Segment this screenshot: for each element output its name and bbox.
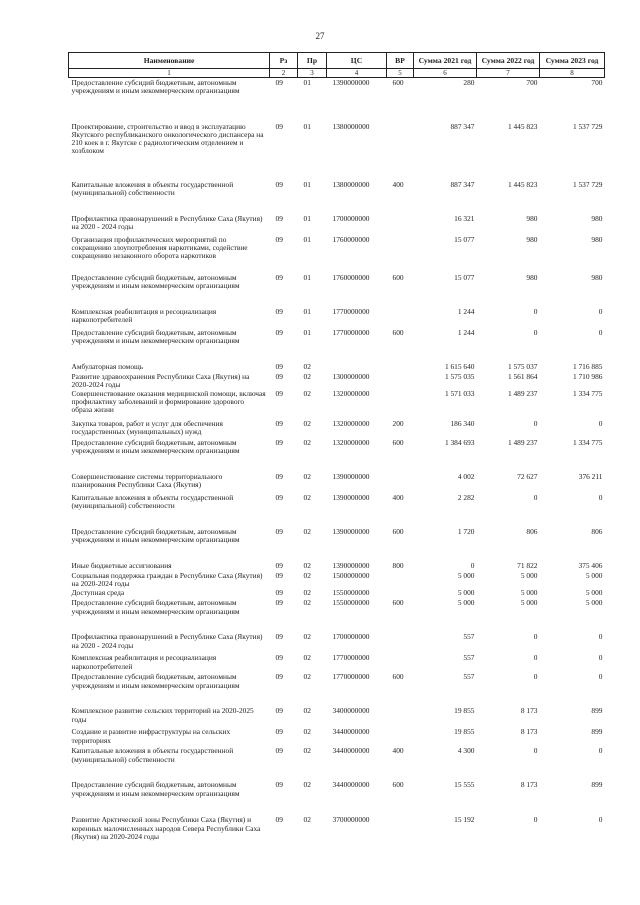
cell-pr: 01 bbox=[303, 179, 311, 189]
cell-s2021: 1 720 bbox=[457, 526, 475, 536]
cell-s2022: 0 bbox=[533, 306, 538, 316]
cell-s2022: 5 000 bbox=[520, 570, 538, 580]
cell-pr: 02 bbox=[303, 746, 311, 756]
cell-rz: 09 bbox=[275, 815, 283, 825]
table-row bbox=[69, 815, 605, 845]
col-index-6: 6 bbox=[414, 69, 477, 78]
cell-cs: 1380000000 bbox=[332, 121, 370, 131]
cell-name: Предоставление субсидий бюджетным, автономным учреждениям и иным некоммерческим организациям bbox=[71, 78, 240, 96]
header-sum-2023: Сумма 2023 год bbox=[540, 53, 605, 69]
cell-s2023: 0 bbox=[598, 327, 603, 337]
cell-s2023: 0 bbox=[598, 492, 603, 502]
cell-s2021: 2 282 bbox=[457, 492, 475, 502]
cell-cs: 1320000000 bbox=[332, 388, 370, 398]
cell-cs: 1700000000 bbox=[332, 213, 370, 223]
cell-name: Предоставление субсидий бюджетным, автономным учреждениям и иным некоммерческим организациям bbox=[71, 526, 240, 545]
cell-s2023: 0 bbox=[598, 418, 603, 428]
cell-vr: 800 bbox=[392, 560, 404, 570]
table-row bbox=[69, 328, 605, 362]
cell-cs: 1550000000 bbox=[332, 588, 370, 598]
col-index-1: 1 bbox=[69, 69, 270, 78]
cell-name: Комплексная реабилитация и ресоциализация наркопотребителей bbox=[71, 653, 217, 671]
cell-s2022: 700 bbox=[526, 78, 538, 87]
cell-vr: 400 bbox=[392, 179, 404, 189]
cell-s2023: 980 bbox=[591, 213, 603, 223]
cell-rz: 09 bbox=[275, 632, 283, 642]
cell-s2021: 280 bbox=[463, 78, 475, 87]
table-row bbox=[69, 561, 605, 571]
header-sum-2021: Сумма 2021 год bbox=[414, 53, 477, 69]
cell-s2023: 700 bbox=[591, 78, 603, 87]
table-header-row bbox=[69, 53, 605, 69]
table-row bbox=[69, 372, 605, 389]
cell-vr bbox=[387, 571, 414, 588]
cell-s2023: 0 bbox=[598, 746, 603, 756]
table-row bbox=[69, 419, 605, 438]
cell-pr: 02 bbox=[303, 780, 311, 790]
cell-s2022: 1 489 237 bbox=[507, 437, 538, 447]
cell-s2022: 980 bbox=[526, 272, 538, 282]
cell-pr: 02 bbox=[303, 471, 311, 481]
cell-pr: 02 bbox=[303, 526, 311, 536]
cell-rz: 09 bbox=[275, 727, 283, 737]
cell-rz: 09 bbox=[275, 706, 283, 716]
cell-name: Предоставление субсидий бюджетным, автономным учреждениям и иным некоммерческим организациям bbox=[71, 272, 240, 290]
cell-s2021: 4 300 bbox=[457, 746, 475, 756]
cell-vr bbox=[387, 122, 414, 180]
cell-name: Социальная поддержка граждан в Республике Саха (Якутия) на 2020-2024 годы bbox=[71, 570, 263, 589]
cell-s2022: 980 bbox=[526, 213, 538, 223]
cell-rz: 09 bbox=[275, 653, 283, 663]
cell-cs: 1300000000 bbox=[332, 371, 370, 381]
cell-s2023: 899 bbox=[591, 727, 603, 737]
cell-cs: 1760000000 bbox=[332, 272, 370, 282]
cell-s2021: 1 384 693 bbox=[444, 437, 475, 447]
cell-name: Профилактика правонарушений в Республике Саха (Якутия) на 2020 - 2024 годы bbox=[71, 632, 263, 650]
cell-s2021: 887 347 bbox=[450, 121, 475, 131]
cell-vr: 600 bbox=[392, 780, 404, 790]
table-row bbox=[69, 571, 605, 588]
cell-cs: 3440000000 bbox=[332, 746, 370, 756]
cell-s2021: 557 bbox=[463, 672, 475, 682]
cell-s2021: 1 575 035 bbox=[444, 371, 475, 381]
table-row bbox=[69, 235, 605, 273]
cell-vr: 600 bbox=[392, 78, 404, 87]
cell-pr: 02 bbox=[303, 598, 311, 608]
cell-name: Закупка товаров, работ и услуг для обеспечения государственных (муниципальных) нужд bbox=[71, 418, 223, 437]
cell-cs: 1770000000 bbox=[332, 672, 370, 682]
table-row bbox=[69, 727, 605, 746]
cell-rz: 09 bbox=[275, 672, 283, 682]
cell-s2021: 5 000 bbox=[457, 598, 475, 608]
cell-cs: 1700000000 bbox=[332, 632, 370, 642]
cell-s2022: 1 445 823 bbox=[507, 121, 538, 131]
cell-rz: 09 bbox=[275, 780, 283, 790]
header-sum-2022: Сумма 2022 год bbox=[477, 53, 540, 69]
cell-rz: 09 bbox=[275, 78, 283, 87]
cell-name: Капитальные вложения в объекты государственной (муниципальной) собственности bbox=[71, 746, 234, 764]
col-index-5: 5 bbox=[387, 69, 414, 78]
cell-s2021: 4 002 bbox=[457, 471, 475, 481]
table-row bbox=[69, 214, 605, 235]
cell-rz: 09 bbox=[275, 492, 283, 502]
cell-s2022: 72 627 bbox=[517, 471, 538, 481]
cell-pr: 02 bbox=[303, 672, 311, 682]
cell-rz: 09 bbox=[275, 121, 283, 131]
cell-rz: 09 bbox=[275, 588, 283, 598]
cell-pr: 01 bbox=[303, 272, 311, 282]
cell-pr: 01 bbox=[303, 306, 311, 316]
cell-s2022: 8 173 bbox=[520, 706, 538, 716]
cell-s2022: 71 822 bbox=[517, 560, 538, 570]
cell-cs: 1550000000 bbox=[332, 598, 370, 608]
cell-rz: 09 bbox=[275, 306, 283, 316]
cell-s2023: 0 bbox=[598, 306, 603, 316]
cell-s2021: 1 244 bbox=[457, 306, 475, 316]
cell-rz: 09 bbox=[275, 234, 283, 244]
cell-vr bbox=[387, 588, 414, 598]
cell-vr: 200 bbox=[392, 418, 404, 428]
table-row bbox=[69, 493, 605, 527]
cell-cs: 3440000000 bbox=[332, 727, 370, 737]
cell-cs: 1380000000 bbox=[332, 179, 370, 189]
cell-s2023: 5 000 bbox=[585, 598, 603, 608]
cell-cs: 1390000000 bbox=[332, 560, 370, 570]
cell-s2023: 375 406 bbox=[578, 560, 603, 570]
cell-s2023: 376 211 bbox=[578, 471, 603, 481]
col-index-3: 3 bbox=[298, 69, 327, 78]
cell-cs bbox=[327, 362, 387, 372]
table-row bbox=[69, 598, 605, 632]
cell-s2021: 19 855 bbox=[454, 706, 475, 716]
cell-pr: 02 bbox=[303, 588, 311, 598]
cell-cs: 1390000000 bbox=[332, 492, 370, 502]
cell-pr: 01 bbox=[303, 213, 311, 223]
table-row bbox=[69, 273, 605, 307]
cell-s2023: 5 000 bbox=[585, 570, 603, 580]
cell-s2023: 1 716 885 bbox=[572, 361, 603, 371]
table-row bbox=[69, 180, 605, 214]
cell-s2022: 1 575 037 bbox=[507, 361, 538, 371]
cell-name: Предоставление субсидий бюджетным, автономным учреждениям и иным некоммерческим организациям bbox=[71, 598, 240, 616]
cell-rz: 09 bbox=[275, 361, 283, 371]
cell-rz: 09 bbox=[275, 598, 283, 608]
cell-cs: 1390000000 bbox=[332, 78, 370, 87]
cell-s2022: 1 489 237 bbox=[507, 388, 538, 398]
cell-rz: 09 bbox=[275, 471, 283, 481]
cell-s2023: 806 bbox=[591, 526, 603, 536]
cell-vr bbox=[387, 307, 414, 328]
table-row bbox=[69, 362, 605, 372]
cell-name: Предоставление субсидий бюджетным, автономным учреждениям и иным некоммерческим организациям bbox=[71, 780, 240, 798]
cell-rz: 09 bbox=[275, 327, 283, 337]
cell-s2021: 1 244 bbox=[457, 327, 475, 337]
cell-cs: 1320000000 bbox=[332, 437, 370, 447]
cell-s2022: 806 bbox=[526, 526, 538, 536]
cell-s2023: 0 bbox=[598, 653, 603, 663]
cell-s2022: 5 000 bbox=[520, 588, 538, 598]
cell-pr: 02 bbox=[303, 418, 311, 428]
cell-cs: 1390000000 bbox=[332, 471, 370, 481]
cell-s2022: 0 bbox=[533, 492, 538, 502]
cell-name: Капитальные вложения в объекты государственной (муниципальной) собственности bbox=[71, 492, 234, 511]
cell-name: Амбулаторная помощь bbox=[71, 361, 144, 371]
cell-s2023: 899 bbox=[591, 706, 603, 716]
header-name: Наименование bbox=[69, 53, 270, 69]
cell-pr: 02 bbox=[303, 706, 311, 716]
cell-pr: 02 bbox=[303, 570, 311, 580]
cell-s2023: 1 537 729 bbox=[572, 179, 603, 189]
cell-vr: 400 bbox=[392, 746, 404, 756]
cell-rz: 09 bbox=[275, 570, 283, 580]
cell-pr: 01 bbox=[303, 78, 311, 87]
cell-vr bbox=[387, 235, 414, 273]
table-body bbox=[69, 78, 605, 846]
cell-cs: 1320000000 bbox=[332, 418, 370, 428]
table-row bbox=[69, 588, 605, 598]
cell-s2022: 8 173 bbox=[520, 727, 538, 737]
cell-cs: 3700000000 bbox=[332, 815, 370, 825]
cell-cs: 1500000000 bbox=[332, 570, 370, 580]
cell-pr: 01 bbox=[303, 327, 311, 337]
header-rz: Рз bbox=[270, 53, 298, 69]
header-vr: ВР bbox=[387, 53, 414, 69]
cell-s2021: 887 347 bbox=[450, 179, 475, 189]
cell-s2022: 0 bbox=[533, 746, 538, 756]
cell-vr: 600 bbox=[392, 672, 404, 682]
cell-name: Предоставление субсидий бюджетным, автономным учреждениям и иным некоммерческим организациям bbox=[71, 437, 240, 456]
cell-vr: 600 bbox=[392, 526, 404, 536]
cell-rz: 09 bbox=[275, 418, 283, 428]
cell-name: Предоставление субсидий бюджетным, автономным учреждениям и иным некоммерческим организациям bbox=[71, 327, 240, 345]
cell-s2021: 1 571 033 bbox=[444, 388, 475, 398]
cell-rz: 09 bbox=[275, 746, 283, 756]
cell-s2021: 0 bbox=[470, 560, 475, 570]
cell-s2021: 15 077 bbox=[454, 272, 475, 282]
cell-s2021: 19 855 bbox=[454, 727, 475, 737]
cell-s2023: 0 bbox=[598, 815, 603, 825]
cell-s2022: 1 445 823 bbox=[507, 179, 538, 189]
cell-s2023: 1 537 729 bbox=[572, 121, 603, 131]
cell-cs: 1770000000 bbox=[332, 306, 370, 316]
cell-s2021: 16 321 bbox=[454, 213, 475, 223]
table-row bbox=[69, 706, 605, 727]
col-index-4: 4 bbox=[327, 69, 387, 78]
cell-rz: 09 bbox=[275, 213, 283, 223]
header-pr: Пр bbox=[298, 53, 327, 69]
table-row bbox=[69, 472, 605, 493]
cell-vr bbox=[387, 653, 414, 672]
cell-pr: 02 bbox=[303, 815, 311, 825]
cell-s2021: 5 000 bbox=[457, 588, 475, 598]
cell-pr: 02 bbox=[303, 727, 311, 737]
cell-vr: 600 bbox=[392, 327, 404, 337]
cell-pr: 01 bbox=[303, 121, 311, 131]
cell-s2022: 0 bbox=[533, 632, 538, 642]
table-row bbox=[69, 78, 605, 122]
cell-s2022: 980 bbox=[526, 234, 538, 244]
table-row bbox=[69, 527, 605, 561]
table-row bbox=[69, 746, 605, 780]
cell-vr bbox=[387, 214, 414, 235]
cell-s2023: 1 334 775 bbox=[572, 388, 603, 398]
table-row bbox=[69, 307, 605, 328]
cell-s2022: 0 bbox=[533, 672, 538, 682]
table-row bbox=[69, 438, 605, 472]
cell-s2021: 15 192 bbox=[454, 815, 475, 825]
cell-s2022: 0 bbox=[533, 418, 538, 428]
table-row bbox=[69, 122, 605, 180]
cell-s2021: 15 077 bbox=[454, 234, 475, 244]
cell-pr: 02 bbox=[303, 361, 311, 371]
cell-name: Создание и развитие инфраструктуры на сельских территориях bbox=[71, 727, 231, 745]
table-row bbox=[69, 653, 605, 672]
cell-vr bbox=[387, 815, 414, 845]
cell-s2022: 8 173 bbox=[520, 780, 538, 790]
header-cs: ЦС bbox=[327, 53, 387, 69]
table-row bbox=[69, 389, 605, 419]
cell-s2023: 0 bbox=[598, 632, 603, 642]
cell-s2023: 980 bbox=[591, 234, 603, 244]
cell-rz: 09 bbox=[275, 560, 283, 570]
cell-cs: 1760000000 bbox=[332, 234, 370, 244]
cell-vr bbox=[387, 472, 414, 493]
cell-rz: 09 bbox=[275, 437, 283, 447]
cell-name: Комплексная реабилитация и ресоциализация наркопотребителей bbox=[71, 306, 217, 324]
cell-pr: 02 bbox=[303, 632, 311, 642]
cell-rz: 09 bbox=[275, 388, 283, 398]
table-row bbox=[69, 632, 605, 653]
cell-cs: 1390000000 bbox=[332, 526, 370, 536]
cell-s2022: 5 000 bbox=[520, 598, 538, 608]
cell-s2023: 980 bbox=[591, 272, 603, 282]
cell-name: Развитие здравоохранения Республики Саха (Якутия) на 2020-2024 годы bbox=[71, 371, 250, 389]
cell-name: Иные бюджетные ассигнования bbox=[71, 560, 172, 570]
col-index-7: 7 bbox=[477, 69, 540, 78]
cell-vr: 600 bbox=[392, 598, 404, 608]
cell-vr bbox=[387, 632, 414, 653]
cell-s2023: 0 bbox=[598, 672, 603, 682]
cell-rz: 09 bbox=[275, 371, 283, 381]
cell-vr bbox=[387, 389, 414, 419]
cell-rz: 09 bbox=[275, 179, 283, 189]
cell-s2021: 557 bbox=[463, 632, 475, 642]
cell-s2021: 1 615 640 bbox=[444, 361, 475, 371]
cell-name: Капитальные вложения в объекты государственной (муниципальной) собственности bbox=[71, 179, 234, 197]
cell-name: Развитие Арктической зоны Республики Саха (Якутия) и коренных малочисленных народов Севера Республики Саха (Якутия) на 2020-2024 годы bbox=[71, 815, 261, 841]
cell-name: Комплексное развитие сельских территорий на 2020-2025 годы bbox=[71, 706, 254, 724]
cell-cs: 3440000000 bbox=[332, 780, 370, 790]
cell-s2021: 15 555 bbox=[454, 780, 475, 790]
cell-s2021: 186 340 bbox=[450, 418, 475, 428]
cell-pr: 02 bbox=[303, 492, 311, 502]
cell-pr: 01 bbox=[303, 234, 311, 244]
col-index-8: 8 bbox=[540, 69, 605, 78]
cell-cs: 1770000000 bbox=[332, 653, 370, 663]
column-index-row bbox=[69, 69, 605, 78]
cell-vr bbox=[387, 372, 414, 389]
cell-vr: 600 bbox=[392, 437, 404, 447]
table-row bbox=[69, 780, 605, 815]
page-number: 27 bbox=[315, 31, 325, 41]
cell-s2022: 0 bbox=[533, 327, 538, 337]
cell-s2022: 0 bbox=[533, 653, 538, 663]
budget-table bbox=[68, 52, 605, 845]
cell-vr bbox=[387, 362, 414, 372]
cell-name: Доступная среда bbox=[71, 588, 125, 598]
cell-vr: 400 bbox=[392, 492, 404, 502]
cell-name: Совершенствование системы территориального планирования Республики Саха (Якутия) bbox=[71, 471, 223, 490]
table-row bbox=[69, 672, 605, 706]
cell-vr bbox=[387, 706, 414, 727]
cell-s2021: 557 bbox=[463, 653, 475, 663]
cell-pr: 02 bbox=[303, 371, 311, 381]
cell-pr: 02 bbox=[303, 653, 311, 663]
cell-pr: 02 bbox=[303, 388, 311, 398]
cell-cs: 1770000000 bbox=[332, 327, 370, 337]
cell-vr bbox=[387, 727, 414, 746]
cell-rz: 09 bbox=[275, 526, 283, 536]
cell-name: Совершенствование оказания медицинской помощи, включая профилактику заболеваний и формирование здорового образа жизни bbox=[71, 388, 266, 415]
cell-name: Профилактика правонарушений в Республике Саха (Якутия) на 2020 - 2024 годы bbox=[71, 213, 263, 231]
col-index-2: 2 bbox=[270, 69, 298, 78]
cell-s2022: 0 bbox=[533, 815, 538, 825]
cell-s2023: 5 000 bbox=[585, 588, 603, 598]
cell-vr: 600 bbox=[392, 272, 404, 282]
cell-s2023: 1 710 986 bbox=[572, 371, 603, 381]
cell-s2023: 1 334 775 bbox=[572, 437, 603, 447]
cell-cs: 3400000000 bbox=[332, 706, 370, 716]
cell-s2023: 899 bbox=[591, 780, 603, 790]
cell-name: Предоставление субсидий бюджетным, автономным учреждениям и иным некоммерческим организациям bbox=[71, 672, 240, 690]
cell-s2021: 5 000 bbox=[457, 570, 475, 580]
cell-s2022: 1 561 864 bbox=[507, 371, 538, 381]
cell-pr: 02 bbox=[303, 437, 311, 447]
cell-name: Проектирование, строительство и ввод в эксплуатацию Якутского республиканского онкологического диспансера на 210 коек в г. Якутске с радиологическим отделением и хозблоком bbox=[71, 121, 264, 156]
cell-name: Организация профилактических мероприятий по сокращению злоупотребления наркотиками, содействие сокращению незаконного оборота наркотиков bbox=[71, 234, 248, 260]
cell-pr: 02 bbox=[303, 560, 311, 570]
cell-rz: 09 bbox=[275, 272, 283, 282]
